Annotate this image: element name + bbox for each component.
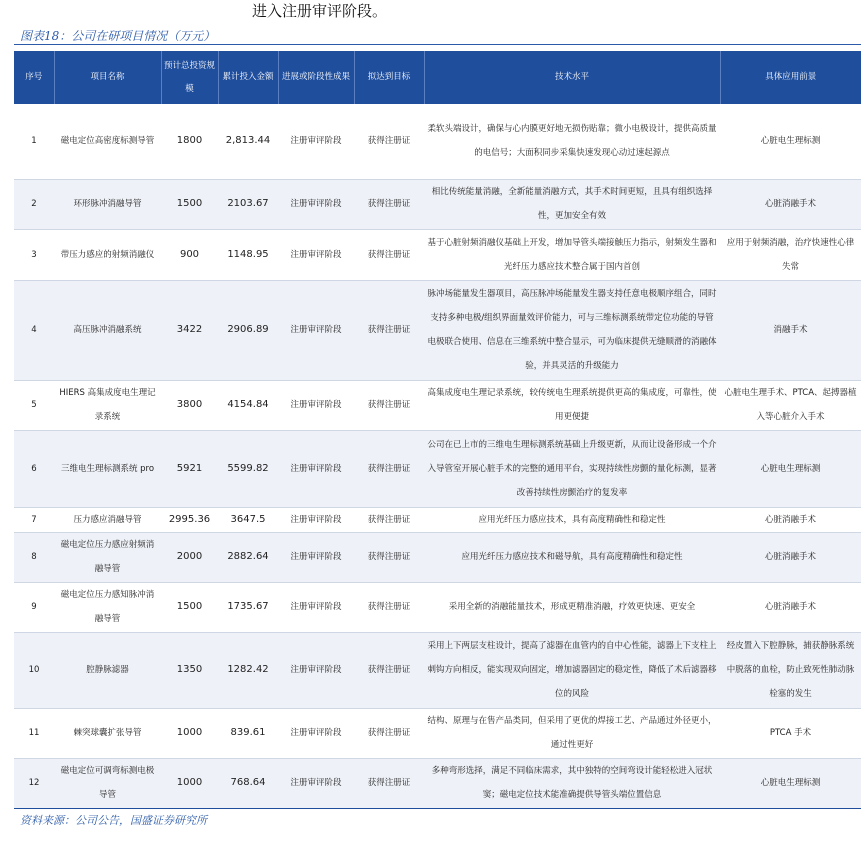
row-target: 获得注册证 (354, 532, 424, 582)
row-project-name: 带压力感应的射频消融仪 (54, 229, 161, 280)
row-cumulative-investment: 1148.95 (218, 229, 278, 280)
header-technology: 技术水平 (424, 51, 720, 104)
row-cumulative-investment: 1735.67 (218, 582, 278, 632)
row-planned-investment: 1500 (161, 582, 218, 632)
row-technology: 多种弯形选择，满足不同临床需求，其中独特的空间弯设计能轻松进入冠状窦；磁电定位技术能准确提供导管头端位置信息 (424, 758, 720, 808)
row-application: 心脏电生理标测 (720, 758, 861, 808)
row-progress: 注册审评阶段 (278, 708, 354, 758)
header-cumulative-investment: 累计投入金额 (218, 51, 278, 104)
preceding-text: 进入注册审评阶段。 (252, 2, 388, 20)
table-row (14, 507, 861, 532)
row-cumulative-investment: 1282.42 (218, 632, 278, 708)
title-rule (14, 44, 861, 45)
row-technology: 脉冲场能量发生器项目，高压脉冲场能量发生器支持任意电极顺序组合，同时支持多种电极/组织界面量效评价能力，可与三维标测系统带定位功能的导管电极联合使用、信息在三维系统中整合显示，可为临床提供无缝顺滑的消融体验，并具灵活的升级能力 (424, 280, 720, 380)
header-target: 拟达到目标 (354, 51, 424, 104)
row-cumulative-investment: 3647.5 (218, 507, 278, 532)
row-application: PTCA 手术 (720, 708, 861, 758)
row-cumulative-investment: 2,813.44 (218, 104, 278, 179)
row-application: 消融手术 (720, 280, 861, 380)
row-project-name: 高压脉冲消融系统 (54, 280, 161, 380)
row-target: 获得注册证 (354, 708, 424, 758)
row-project-name: 磁电定位压力感应射频消融导管 (54, 532, 161, 582)
table-row (14, 758, 861, 808)
table-row (14, 380, 861, 430)
row-progress: 注册审评阶段 (278, 532, 354, 582)
row-index: 12 (14, 758, 54, 808)
row-application: 心脏消融手术 (720, 582, 861, 632)
row-target: 获得注册证 (354, 430, 424, 507)
header-project-name: 项目名称 (54, 51, 161, 104)
row-planned-investment: 900 (161, 229, 218, 280)
row-technology: 采用全新的消融能量技术，形成更精准消融，疗效更快速、更安全 (424, 582, 720, 632)
figure-title: 图表18：公司在研项目情况（万元） (20, 29, 216, 43)
row-progress: 注册审评阶段 (278, 280, 354, 380)
row-technology: 公司在已上市的三维电生理标测系统基础上升级更新，从而让设备形成一个介入导管室开展心脏手术的完整的通用平台，实现持续性房颤的量化标测，显著改善持续性房颤治疗的复发率 (424, 430, 720, 507)
row-target: 获得注册证 (354, 280, 424, 380)
row-index: 1 (14, 104, 54, 179)
row-index: 5 (14, 380, 54, 430)
row-progress: 注册审评阶段 (278, 507, 354, 532)
row-project-name: 磁电定位可调弯标测电极导管 (54, 758, 161, 808)
row-project-name: 磁电定位高密度标测导管 (54, 104, 161, 179)
row-progress: 注册审评阶段 (278, 758, 354, 808)
row-application: 心脏电生理标测 (720, 104, 861, 179)
row-cumulative-investment: 5599.82 (218, 430, 278, 507)
header-progress: 进展或阶段性成果 (278, 51, 354, 104)
row-target: 获得注册证 (354, 179, 424, 229)
row-technology: 基于心脏射频消融仪基础上开发，增加导管头端接触压力指示，射频发生器和光纤压力感应技术整合属于国内首创 (424, 229, 720, 280)
row-index: 7 (14, 507, 54, 532)
row-planned-investment: 2000 (161, 532, 218, 582)
row-technology: 应用光纤压力感应技术和磁导航，具有高度精确性和稳定性 (424, 532, 720, 582)
row-index: 8 (14, 532, 54, 582)
table-row (14, 708, 861, 758)
row-planned-investment: 2995.36 (161, 507, 218, 532)
row-planned-investment: 3800 (161, 380, 218, 430)
row-progress: 注册审评阶段 (278, 582, 354, 632)
row-planned-investment: 5921 (161, 430, 218, 507)
row-technology: 采用上下两层支柱设计，提高了滤器在血管内的自中心性能，滤器上下支柱上刺钩方向相反，能实现双向固定，增加滤器固定的稳定性，降低了术后滤器移位的风险 (424, 632, 720, 708)
row-index: 6 (14, 430, 54, 507)
row-application: 心脏消融手术 (720, 532, 861, 582)
row-application: 经皮置入下腔静脉，捕获静脉系统中脱落的血栓，防止致死性肺动脉栓塞的发生 (720, 632, 861, 708)
header-row (14, 51, 861, 104)
row-cumulative-investment: 2882.64 (218, 532, 278, 582)
row-project-name: 磁电定位压力感知脉冲消融导管 (54, 582, 161, 632)
row-progress: 注册审评阶段 (278, 229, 354, 280)
row-index: 10 (14, 632, 54, 708)
row-target: 获得注册证 (354, 758, 424, 808)
row-application: 心脏消融手术 (720, 507, 861, 532)
row-application: 心脏消融手术 (720, 179, 861, 229)
row-project-name: 环形脉冲消融导管 (54, 179, 161, 229)
row-index: 11 (14, 708, 54, 758)
row-project-name: 棘突球囊扩张导管 (54, 708, 161, 758)
row-progress: 注册审评阶段 (278, 179, 354, 229)
row-target: 获得注册证 (354, 507, 424, 532)
table-row (14, 430, 861, 507)
row-progress: 注册审评阶段 (278, 430, 354, 507)
table-row (14, 582, 861, 632)
table-row (14, 104, 861, 179)
row-project-name: 压力感应消融导管 (54, 507, 161, 532)
row-index: 4 (14, 280, 54, 380)
row-technology: 应用光纤压力感应技术，具有高度精确性和稳定性 (424, 507, 720, 532)
row-cumulative-investment: 2103.67 (218, 179, 278, 229)
projects-table (14, 51, 861, 809)
row-project-name: HIERS 高集成度电生理记录系统 (54, 380, 161, 430)
header-index: 序号 (14, 51, 54, 104)
table-row (14, 632, 861, 708)
row-index: 2 (14, 179, 54, 229)
row-cumulative-investment: 2906.89 (218, 280, 278, 380)
row-cumulative-investment: 839.61 (218, 708, 278, 758)
row-planned-investment: 1500 (161, 179, 218, 229)
row-target: 获得注册证 (354, 632, 424, 708)
row-index: 9 (14, 582, 54, 632)
row-planned-investment: 1000 (161, 758, 218, 808)
row-target: 获得注册证 (354, 104, 424, 179)
row-cumulative-investment: 768.64 (218, 758, 278, 808)
row-technology: 柔软头端设计，确保与心内膜更好地无损伤贴靠；微小电极设计，提供高质量的电信号；大面积同步采集快速发现心动过速起源点 (424, 104, 720, 179)
row-progress: 注册审评阶段 (278, 632, 354, 708)
row-planned-investment: 1350 (161, 632, 218, 708)
row-application: 应用于射频消融，治疗快速性心律失常 (720, 229, 861, 280)
row-technology: 高集成度电生理记录系统，较传统电生理系统提供更高的集成度，可靠性，使用更便捷 (424, 380, 720, 430)
row-technology: 结构、原理与在售产品类同，但采用了更优的焊接工艺、产品通过外径更小，通过性更好 (424, 708, 720, 758)
row-technology: 相比传统能量消融，全新能量消融方式，其手术时间更短，且具有组织选择性，更加安全有效 (424, 179, 720, 229)
row-progress: 注册审评阶段 (278, 104, 354, 179)
row-application: 心脏电生理标测 (720, 430, 861, 507)
row-target: 获得注册证 (354, 582, 424, 632)
row-index: 3 (14, 229, 54, 280)
row-planned-investment: 1800 (161, 104, 218, 179)
header-application: 具体应用前景 (720, 51, 861, 104)
table-row (14, 532, 861, 582)
row-planned-investment: 3422 (161, 280, 218, 380)
row-application: 心脏电生理手术、PTCA、起搏器植入等心脏介入手术 (720, 380, 861, 430)
source-note: 资料来源：公司公告，国盛证券研究所 (20, 814, 207, 827)
row-progress: 注册审评阶段 (278, 380, 354, 430)
row-project-name: 腔静脉滤器 (54, 632, 161, 708)
row-target: 获得注册证 (354, 229, 424, 280)
table-row (14, 229, 861, 280)
row-cumulative-investment: 4154.84 (218, 380, 278, 430)
row-planned-investment: 1000 (161, 708, 218, 758)
table-row (14, 280, 861, 380)
row-target: 获得注册证 (354, 380, 424, 430)
table-row (14, 179, 861, 229)
header-planned-investment: 预计总投资规模 (161, 51, 218, 104)
row-project-name: 三维电生理标测系统 pro (54, 430, 161, 507)
